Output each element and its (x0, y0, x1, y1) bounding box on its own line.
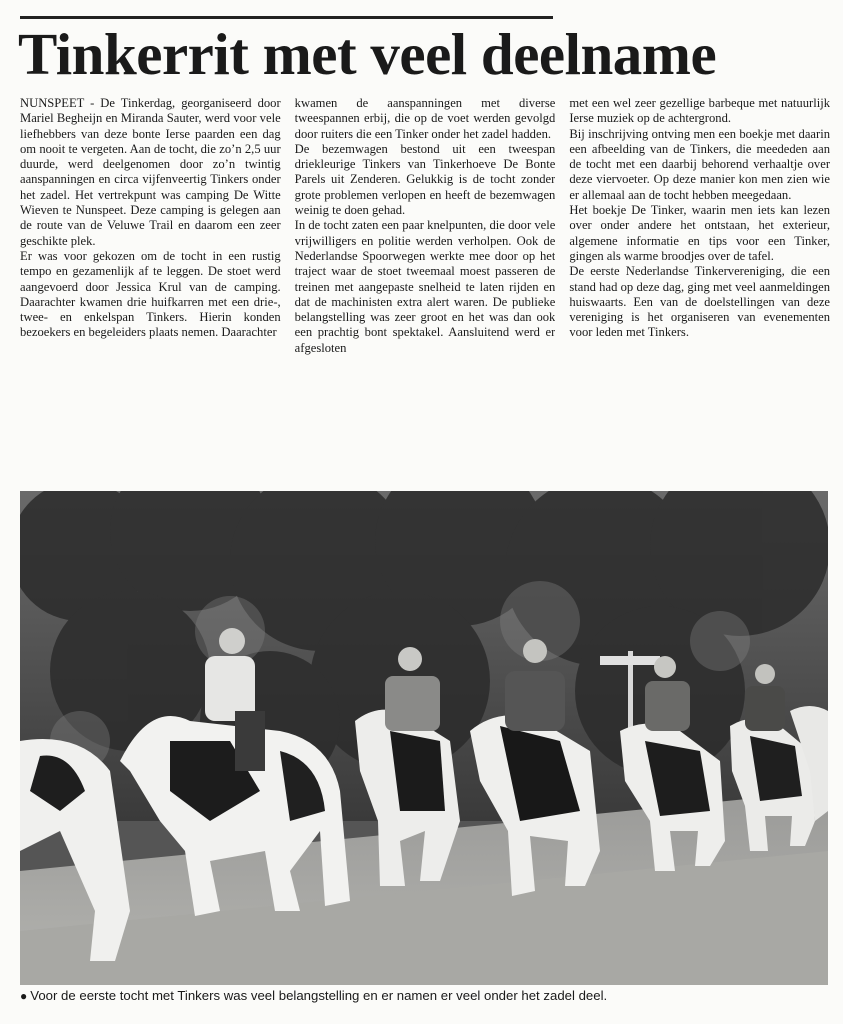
caption-text: Voor de eerste tocht met Tinkers was veel belangstelling en er namen er veel onder het zadel deel. (30, 988, 608, 1003)
paragraph: Er was voor gekozen om de tocht in een rustig tempo en gezamenlijk af te leggen. De stoet werd aangevoerd door Jessica Krul van de camping. Daarachter kwamen drie huifkarren met een drie-, twee- en enkelspan Tinkers. Hierin konden bezoekers en begeleiders plaats nemen. Daarachter (20, 248, 281, 340)
column-3 (569, 96, 830, 488)
paragraph: met een wel zeer gezellige barbeque met natuurlijk Ierse muziek op de achtergrond. (569, 96, 831, 126)
photo-caption (20, 988, 830, 1004)
article-body (20, 96, 830, 488)
paragraph: kwamen de aanspanningen met diverse tweespannen erbij, die op de voet werden gevolgd door ruiters die een Tinker onder het zadel hadden. (294, 96, 556, 141)
top-rule (20, 16, 553, 19)
column-1 (20, 96, 281, 488)
bullet-icon: ● (20, 989, 28, 1003)
paragraph: Het boekje De Tinker, waarin men iets kan lezen over onder andere het ontstaan, het exterieur, algemene informatie en tips voor een Tinker, gingen als warme broodjes over de tafel. (569, 203, 831, 263)
column-2 (295, 96, 556, 488)
paragraph: NUNSPEET - De Tinkerdag, georganiseerd door Mariel Begheijn en Miranda Sauter, werd voor vele liefhebbers van deze bonte Ierse paarden een dag om nooit te vergeten. Aan de tocht, die zo’n 2,5 uur duurde, werd deelgenomen door zo’n twintig aanspanningen en circa vijfenveertig Tinkers onder het zadel. Het vertrekpunt was camping De Witte Wieven te Nunspeet. Deze camping is gelegen aan de route van de Veluwe Trail en daarom een zeer geschikte plek. (20, 96, 281, 248)
paragraph: De bezemwagen bestond uit een tweespan driekleurige Tinkers van Tinkerhoeve De Bonte Parels uit Zenderen. Gelukkig is de tocht zonder grote problemen verlopen en heeft de bezemwagen weinig te doen gehad. (294, 141, 556, 218)
paragraph: In de tocht zaten een paar knelpunten, die door vele vrijwilligers en politie werden verholpen. Ook de Nederlandse Spoorwegen werkte mee door op het traject waar de stoet tweemaal moest passeren de treinen met aangepaste snelheid te laten rijden en dat de machinisten extra alert waren. De publieke belangstelling was zeer groot en het was dan ook een prachtig bont spektakel. Aansluitend werd er afgesloten (294, 218, 556, 355)
paragraph: Bij inschrijving ontving men een boekje met daarin een afbeelding van de Tinkers, die meededen aan de tocht met een daarbij behorend verhaaltje over deze viervoeter. Op deze manier kon men zien wie er allemaal aan de tocht hebben meegedaan. (569, 126, 831, 202)
headline: Tinkerrit met veel deelname (18, 21, 717, 87)
photo-horses-riders (20, 491, 828, 985)
paragraph: De eerste Nederlandse Tinkervereniging, die een stand had op deze dag, ging met veel aanmeldingen huiswaarts. Een van de doelstellingen van deze vereniging is het organiseren van evenementen voor leden met Tinkers. (569, 264, 831, 340)
news-photo (20, 491, 828, 985)
